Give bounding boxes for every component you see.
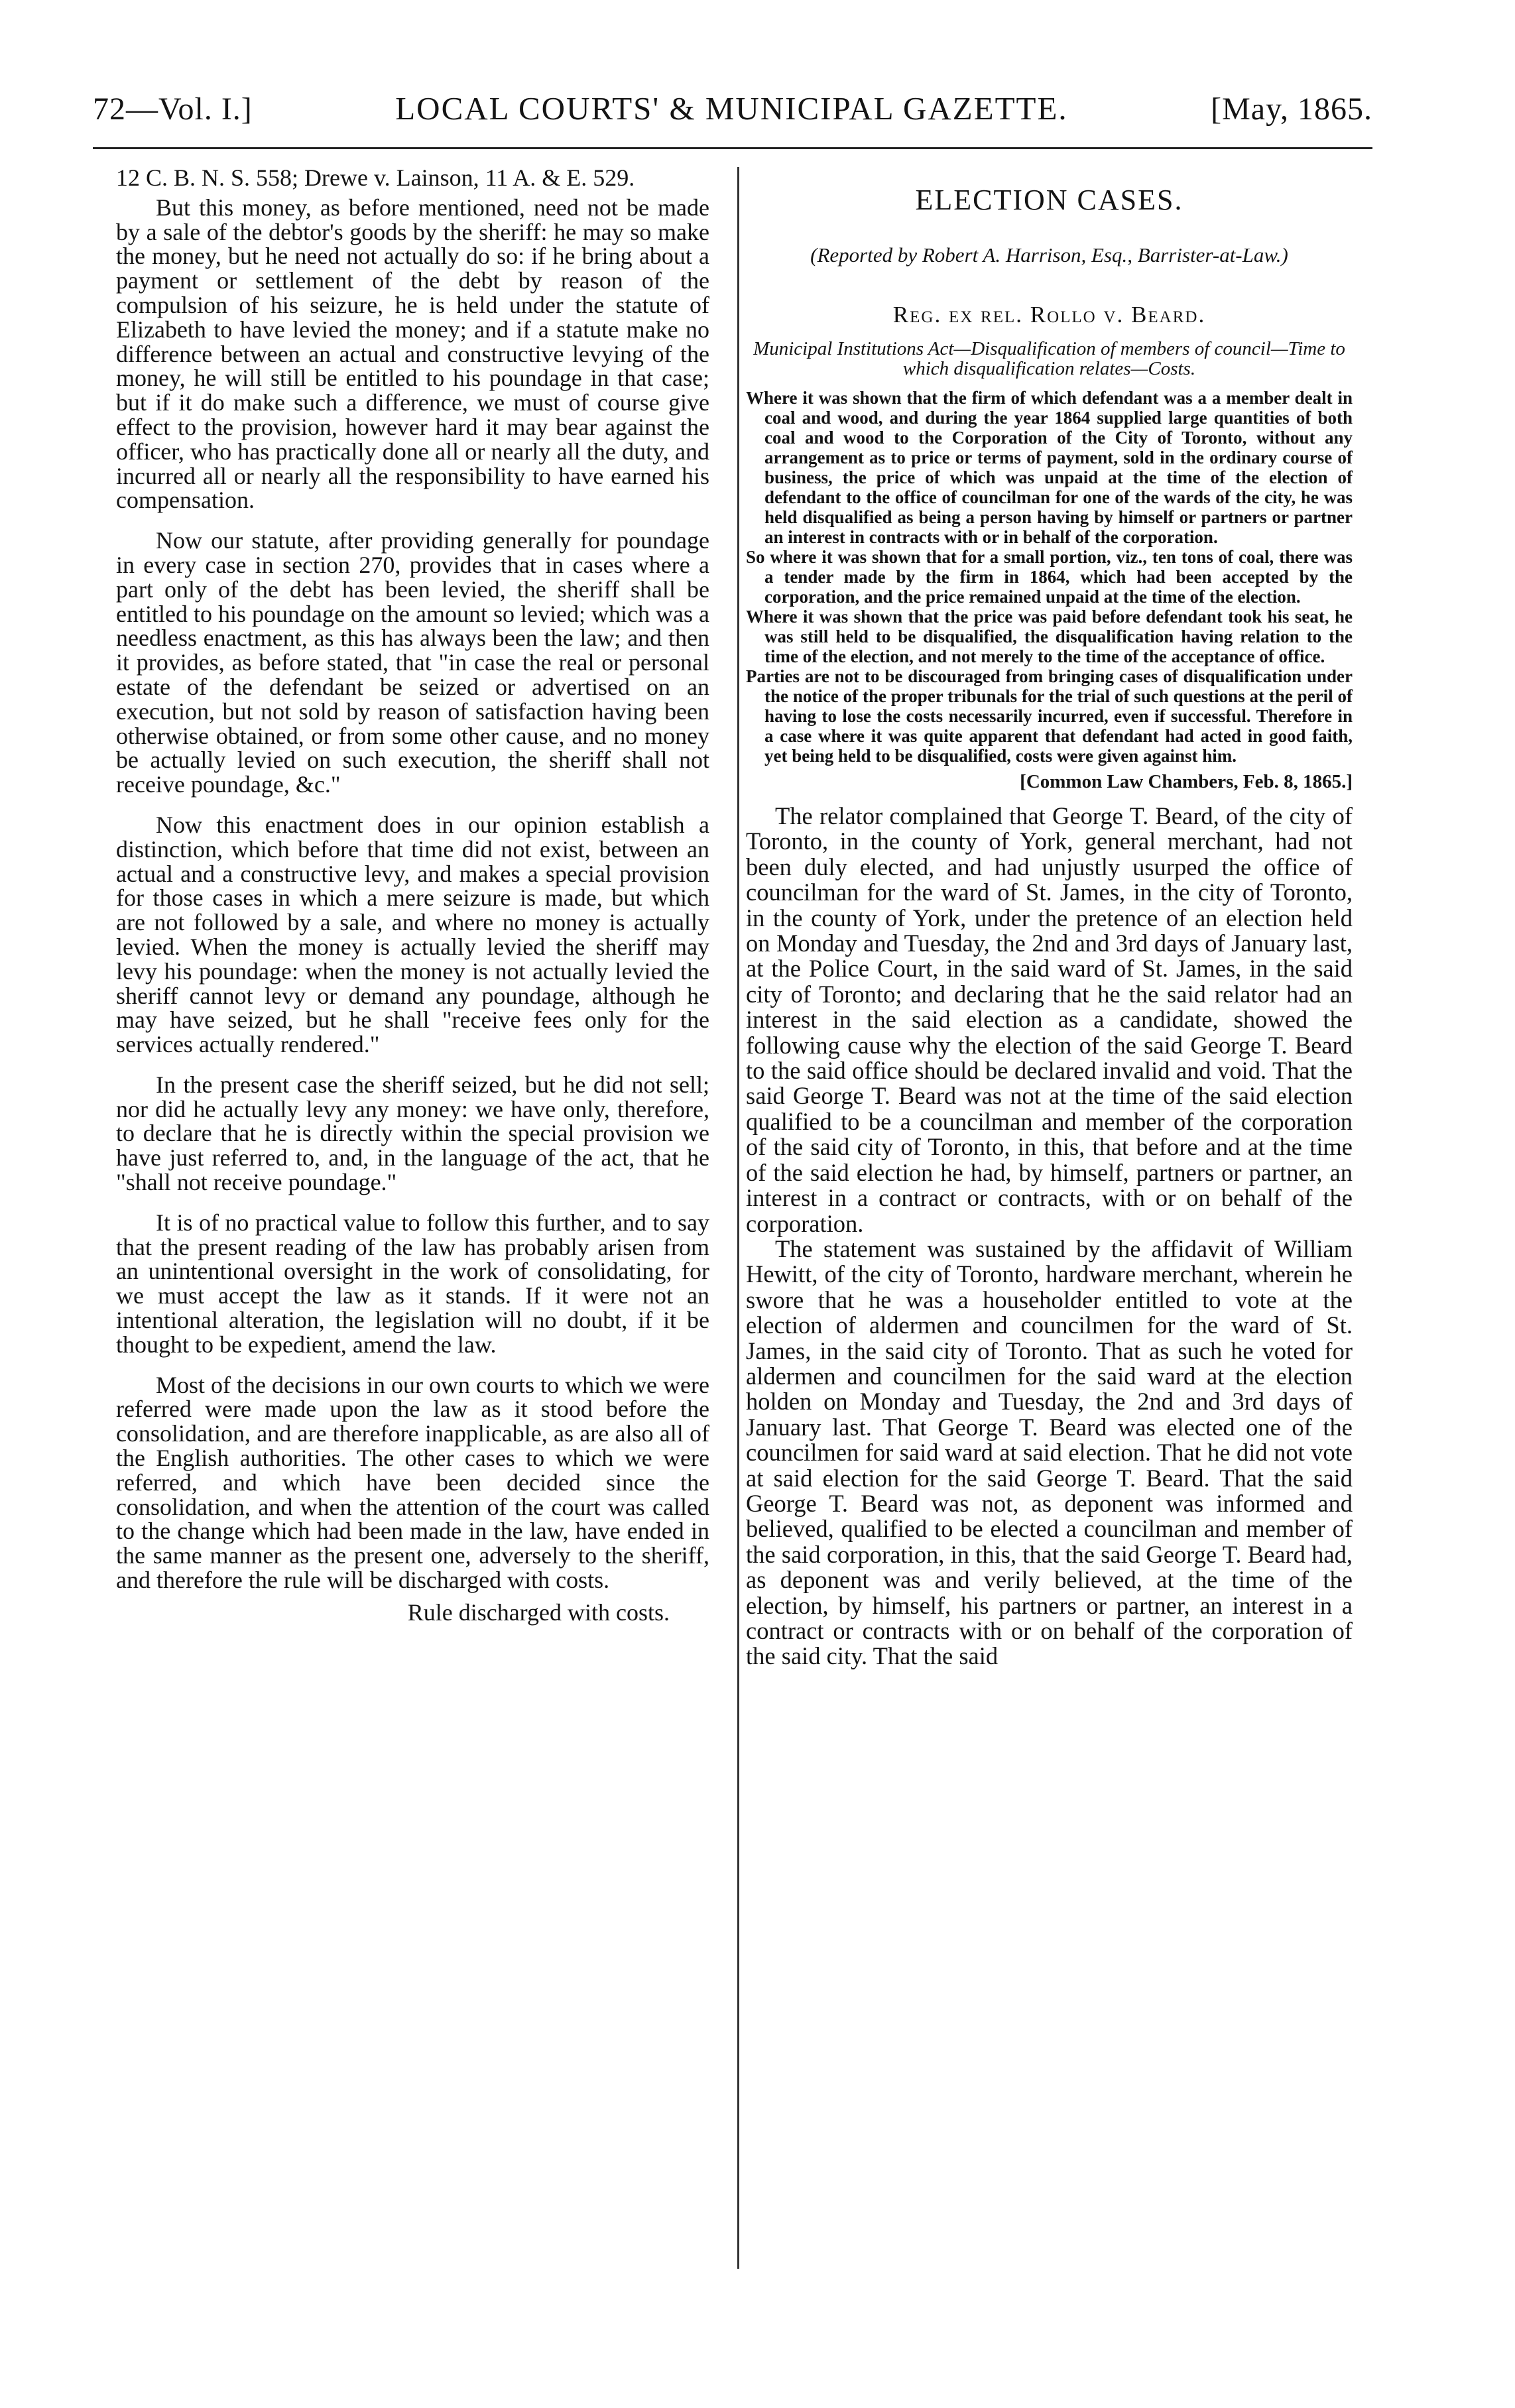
paragraph: But this money, as before mentioned, need not be made by a sale of the debtor's goods by the sheriff: he may so make the money, but he need not actually do so: if he bring about a payment or settlement of the debt by reason of the compulsion of his seizure, he is held under the statute of Elizabeth to have levied the money; and if a statute make no difference between an actual and constructive levying of the money, he will still be entitled to his poundage in that case; but if it do make such a difference, we must of course give effect to the provision, however hard it may bear against the officer, who has practically done all or nearly all the duty, and incurred all or nearly all the responsibility to have earned his compensation. — [116, 194, 709, 514]
headnote: Parties are not to be discouraged from bringing cases of disqualification under the notice of the proper tribunals for the trial of such questions at the peril of having to lose the costs necessarily incurred, even if successful. Therefore in a case where it was quite apparent that defendant had acted in good faith, yet being held to be disqualified, costs were given against him. — [746, 666, 1353, 766]
rule-discharged: Rule discharged with costs. — [407, 1598, 670, 1626]
running-header — [93, 90, 1372, 149]
column-divider — [737, 167, 739, 2269]
headnote: Where it was shown that the price was paid before defendant took his seat, he was still held to be disqualified, the disqualification having relation to the time of the election, and not merely to the time of the acceptance of office. — [746, 607, 1353, 666]
case-body — [746, 804, 1353, 1669]
header-date: [May, 1865. — [1211, 91, 1372, 127]
paragraph: In the present case the sheriff seized, but he did not sell; nor did he actually levy any money: we have only, therefore, to declare that he is directly within the special provision we have just referred to, and, in the language of the act, that he "shall not receive poundage." — [116, 1071, 709, 1196]
case-name: Reg. ex rel. Rollo v. Beard. — [892, 302, 1206, 328]
header-title: LOCAL COURTS' & MUNICIPAL GAZETTE. — [395, 90, 1068, 127]
court-date: [Common Law Chambers, Feb. 8, 1865.] — [1020, 771, 1353, 792]
header-volume: 72—Vol. I.] — [93, 91, 253, 127]
headnotes — [746, 388, 1353, 766]
paragraph: Now our statute, after providing generally for poundage in every case in section 270, provides that in cases where a part only of the debt has been levied, the sheriff shall be entitled to his poundage on the amount so levied; which was a needless enactment, as this has always been the law; and then it provides, as before stated, that "in case the real or personal estate of the defendant be seized or advertised on an execution, but not sold by reason of satisfaction having been otherwise obtained, or from some other cause, and no money be actually levied on such execution, the sheriff shall not receive poundage, &c." — [116, 527, 709, 798]
headnote: So where it was shown that for a small portion, viz., ten tons of coal, there was a tender made by the firm in 1864, which had been accepted by the corporation, and the price remained unpaid at the time of the election. — [746, 547, 1353, 607]
citation-line: 12 C. B. N. S. 558; Drewe v. Lainson, 11 A. & E. 529. — [116, 164, 635, 191]
paragraph: Most of the decisions in our own courts to which we were referred were made upon the law as it stood before the consolidation, and are therefore inapplicable, as are also all of the English authorities. The other cases to which we were referred, and which have been decided since the consolidation, and when the attention of the court was called to the change which had been made in the law, have ended in the same manner as the present one, adversely to the sheriff, and therefore the rule will be discharged with costs. — [116, 1371, 709, 1594]
right-column — [746, 166, 1353, 1669]
headnote: Where it was shown that the firm of which defendant was a a member dealt in coal and wood, and during the year 1864 supplied large quantities of both coal and wood to the Corporation of the City of Toronto, without any arrangement as to price or terms of payment, sold in the ordinary course of business, the price of which was unpaid at the time of the election of defendant to the office of councilman for one of the wards of the city, he was held disqualified as being a person having by himself or partners or partner an interest in contracts with or in behalf of the corporation. — [746, 388, 1353, 547]
paragraph: The relator complained that George T. Beard, of the city of Toronto, in the county of York, general merchant, had not been duly elected, and had unjustly usurped the office of councilman for the ward of St. James, in the city of Toronto, in the county of York, under the pretence of an election held on Monday and Tuesday, the 2nd and 3rd days of January last, at the Police Court, in the said ward of St. James, in the said city of Toronto; and declaring that he the said relator had an interest in the said election as a candidate, showed the following cause why the election of the said George T. Beard to the said office should be declared invalid and void. That the said George T. Beard was not at the time of the said election qualified to be a councilman and member of the corporation of the said city of Toronto, in this, that before and at the time of the said election he had, by himself, partners or partner, an interest in a contract or contracts, with or on behalf of the corporation. — [746, 802, 1353, 1237]
left-column — [116, 166, 709, 1625]
reported-by: (Reported by Robert A. Harrison, Esq., Barrister-at-Law.) — [810, 243, 1288, 267]
paragraph: It is of no practical value to follow this further, and to say that the present reading of the law has probably arisen from an unintentional oversight in the work of consolidating, for we must accept the law as it stands. If it were not an intentional alteration, the legislation will no doubt, if it be thought to be expedient, amend the law. — [116, 1209, 709, 1358]
paragraph: Now this enactment does in our opinion establish a distinction, which before that time did not exist, between an actual and a constructive levy, and makes a special provision for those cases in which a mere seizure is made, but which are not followed by a sale, and where no money is actually levied. When the money is actually levied the sheriff may levy his poundage: when the money is not actually levied the sheriff cannot levy or demand any poundage, although he may have seized, but he shall "receive fees only for the services actually rendered." — [116, 811, 709, 1058]
section-title: ELECTION CASES. — [915, 184, 1183, 216]
paragraph: The statement was sustained by the affidavit of William Hewitt, of the city of Toronto, hardware merchant, wherein he swore that he was a householder entitled to vote at the election of aldermen and councilmen for the ward of St. James, in the said city of Toronto. That as such he voted for aldermen and councilmen for the said ward at the election holden on Monday and Tuesday, the 2nd and 3rd days of January last. That George T. Beard was elected one of the councilmen for said ward at said election. That he did not vote at said election for the said George T. Beard. That the said George T. Beard was not, as deponent was informed and believed, qualified to be elected a councilman and member of the said corporation, in this, that the said George T. Beard had, as deponent was and verily believed, at the time of the election, by himself, his partners or partner, an interest in a contract or contracts with or on behalf of the corporation of the said city. That the said — [746, 1234, 1353, 1670]
header-rule — [93, 147, 1372, 149]
case-subject: Municipal Institutions Act—Disqualification of members of council—Time to which disqualification relates—Costs. — [753, 338, 1345, 379]
